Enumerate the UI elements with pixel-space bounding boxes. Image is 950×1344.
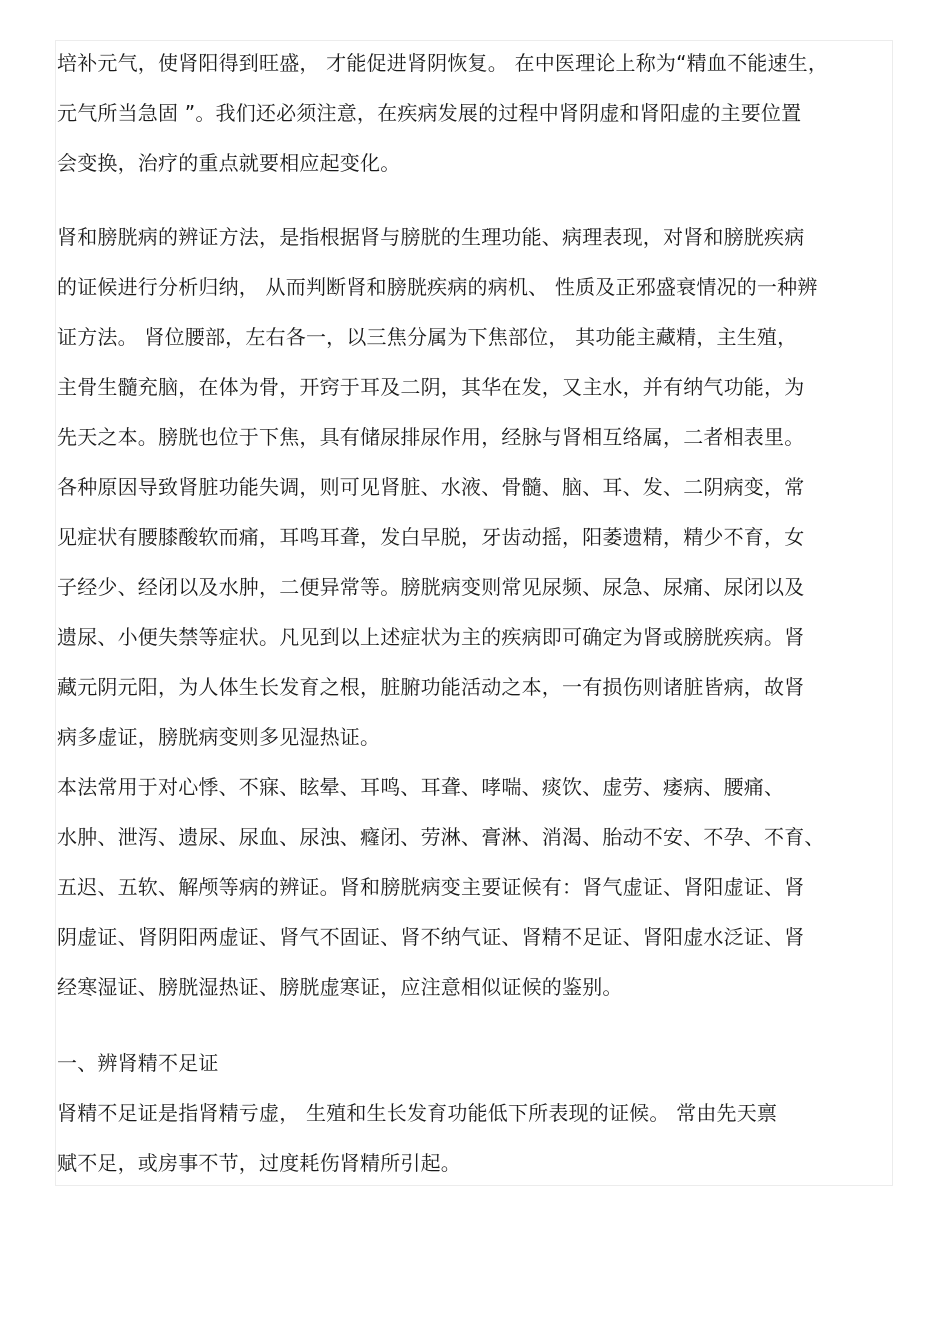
text-line: 经寒湿证、膀胱湿热证、膀胱虚寒证，应注意相似证候的鉴别。 bbox=[57, 975, 623, 999]
text-line: 藏元阴元阳，为人体生长发育之根，脏腑功能活动之本，一有损伤则诸脏皆病，故肾 bbox=[57, 675, 805, 699]
text-line: 培补元气，使肾阳得到旺盛， 才能促进肾阴恢复。 在中医理论上称为“精血不能速生， bbox=[57, 51, 829, 75]
text-line: 元气所当急固 ”。我们还必须注意，在疾病发展的过程中肾阴虚和肾阳虚的主要位置 bbox=[57, 101, 802, 125]
text-line: 会变换，治疗的重点就要相应起变化。 bbox=[57, 151, 401, 175]
text-line: 子经少、经闭以及水肿，二便异常等。膀胱病变则常见尿频、尿急、尿痛、尿闭以及 bbox=[57, 575, 805, 599]
paragraph-intro bbox=[57, 38, 891, 188]
paragraph-method bbox=[57, 212, 891, 1012]
text-line: 五迟、五软、解颅等病的辨证。肾和膀胱病变主要证候有：肾气虚证、肾阳虚证、肾 bbox=[57, 875, 805, 899]
text-line: 肾和膀胱病的辨证方法，是指根据肾与膀胱的生理功能、病理表现，对肾和膀胱疾病 bbox=[57, 225, 805, 249]
text-line: 证方法。 肾位腰部，左右各一，以三焦分属为下焦部位， 其功能主藏精，主生殖， bbox=[57, 325, 798, 349]
text-line: 遗尿、小便失禁等症状。凡见到以上述症状为主的疾病即可确定为肾或膀胱疾病。肾 bbox=[57, 625, 805, 649]
text-line: 的证候进行分析归纳， 从而判断肾和膀胱疾病的病机、 性质及正邪盛衰情况的一种辨 bbox=[57, 275, 818, 299]
text-line: 肾精不足证是指肾精亏虚， 生殖和生长发育功能低下所表现的证候。 常由先天禀 bbox=[57, 1101, 778, 1125]
text-line: 主骨生髓充脑，在体为骨，开窍于耳及二阴，其华在发，又主水，并有纳气功能，为 bbox=[57, 375, 805, 399]
paragraph-section-one bbox=[57, 1038, 891, 1188]
text-line: 本法常用于对心悸、不寐、眩晕、耳鸣、耳聋、哮喘、痰饮、虚劳、痿病、腰痛、 bbox=[57, 775, 785, 799]
text-line: 各种原因导致肾脏功能失调，则可见肾脏、水液、骨髓、脑、耳、发、二阴病变，常 bbox=[57, 475, 805, 499]
text-line: 见症状有腰膝酸软而痛，耳鸣耳聋，发白早脱，牙齿动摇，阳萎遗精，精少不育，女 bbox=[57, 525, 805, 549]
text-line: 阴虚证、肾阴阳两虚证、肾气不固证、肾不纳气证、肾精不足证、肾阳虚水泛证、肾 bbox=[57, 925, 805, 949]
text-line: 水肿、泄泻、遗尿、尿血、尿浊、癃闭、劳淋、膏淋、消渴、胎动不安、不孕、不育、 bbox=[57, 825, 825, 849]
text-line: 先天之本。膀胱也位于下焦，具有储尿排尿作用，经脉与肾相互络属，二者相表里。 bbox=[57, 425, 805, 449]
text-line: 赋不足，或房事不节，过度耗伤肾精所引起。 bbox=[57, 1151, 461, 1175]
text-line: 病多虚证，膀胱病变则多见湿热证。 bbox=[57, 725, 381, 749]
section-heading: 一、辨肾精不足证 bbox=[57, 1051, 219, 1075]
document-body bbox=[57, 38, 891, 1188]
